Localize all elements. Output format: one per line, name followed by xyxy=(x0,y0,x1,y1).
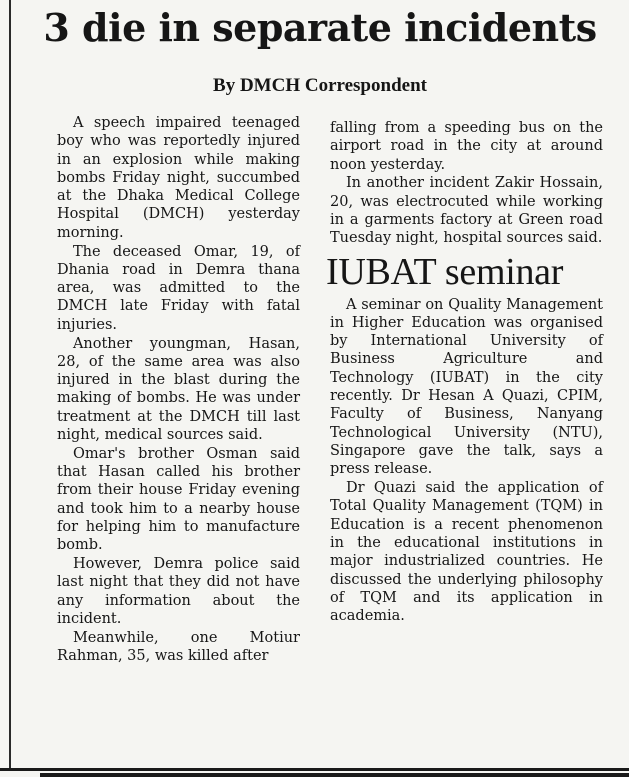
subheadline: IUBAT seminar xyxy=(326,250,564,293)
paragraph: Omar's brother Osman said that Hasan called his brother from their house Friday evening and took him to a nearby house for helping him to manufacture bomb. xyxy=(57,445,300,554)
paragraph: The deceased Omar, 19, of Dhania road in Demra thana area, was admitted to the DMCH late Friday with fatal injuries. xyxy=(57,243,300,333)
headline: 3 die in separate incidents xyxy=(43,5,597,50)
byline: By DMCH Correspondent xyxy=(213,75,427,96)
paragraph: However, Demra police said last night that they did not have any information about the incident. xyxy=(57,556,300,628)
paragraph: In another incident Zakir Hossain, 20, was electrocuted while working in a garments factory at Green road Tuesday night, hospital sources said. xyxy=(330,175,603,247)
paragraph: Meanwhile, one Motiur Rahman, 35, was killed after xyxy=(57,629,300,665)
paragraph-continuation: falling from a speeding bus on the airport road in the city at around noon yesterday. xyxy=(330,120,603,173)
left-border-rule xyxy=(9,0,11,770)
paragraph: Dr Quazi said the application of Total Quality Management (TQM) in Education is a recent phenomenon in the educational institutions in major industrialized countries. He discussed the underlying philosophy of TQM and its application in academia. xyxy=(330,480,603,625)
bottom-border-rule-lower xyxy=(40,773,629,777)
bottom-border-rule xyxy=(0,768,629,771)
paragraph: A speech impaired teenaged boy who was reportedly injured in an explosion while making bombs Friday night, succumbed at the Dhaka Medical College Hospital (DMCH) yesterday morning. xyxy=(57,115,300,241)
paragraph: Another youngman, Hasan, 28, of the same area was also injured in the blast during the making of bombs. He was under treatment at the DMCH till last night, medical sources said. xyxy=(57,335,300,444)
paragraph: A seminar on Quality Management in Higher Education was organised by International University of Business Agriculture and Technology (IUBAT) in the city recently. Dr Hesan A Quazi, CPIM, Faculty of Business, Nanyang Technological University (NTU), Singapore gave the talk, says a press release. xyxy=(330,296,603,478)
article-column-left xyxy=(57,114,300,666)
article-column-right xyxy=(326,119,603,626)
